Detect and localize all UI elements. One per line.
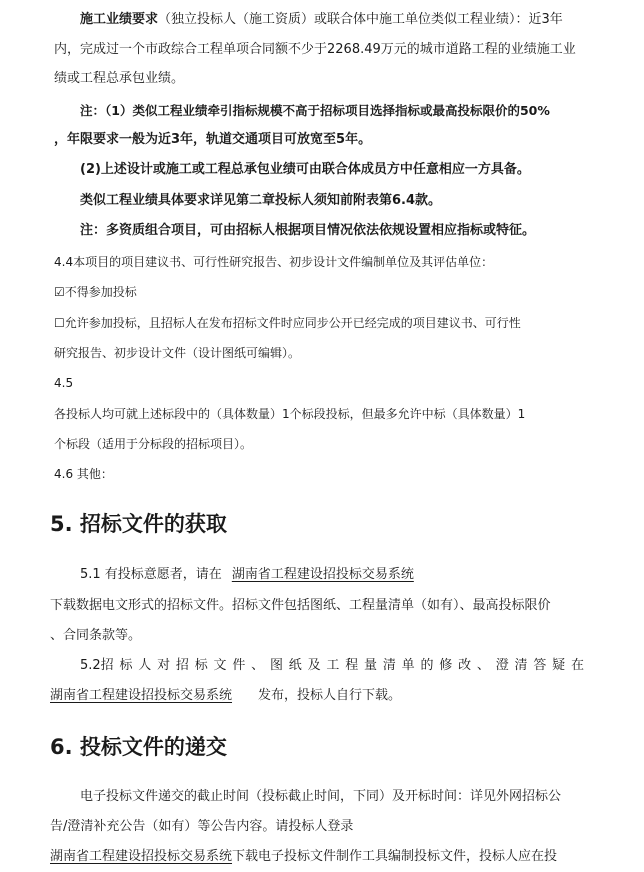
- clause-5-2-char: 答: [533, 658, 547, 673]
- clause-5-2-char: 、: [476, 658, 490, 673]
- clause-5-2-line-2: [50, 687, 401, 705]
- performance-requirement-text-1: （独立投标人（施工资质）或联合体中施工单位类似工程业绩）：近3年: [158, 12, 563, 27]
- clause-5-2-char: 工: [326, 658, 340, 673]
- note-3: 类似工程业绩具体要求详见第二章投标人须知前附表第6.4款。: [80, 193, 442, 208]
- clause-5-2-char: 程: [345, 658, 359, 673]
- clause-5-1-line-1: [80, 566, 414, 584]
- clause-5-2-char: 标: [119, 658, 133, 673]
- option-allowed-line-2: 研究报告、初步设计文件（设计图纸可编辑）。: [54, 346, 301, 360]
- note-4: 注：多资质组合项目，可由招标人根据项目情况依法依规设置相应指标或特征。: [80, 223, 536, 238]
- clause-4-5-line-2: 个标段（适用于分标段的招标项目）。: [54, 437, 253, 451]
- clause-5-2-line-1: [80, 657, 584, 675]
- clause-5-2-char: 澄: [495, 658, 509, 673]
- clause-5-2-char: 招: [175, 658, 189, 673]
- clause-4-4: 4.4本项目的项目建议书、可行性研究报告、初步设计文件编制单位及其评估单位：: [54, 255, 494, 269]
- section-6-heading: 6. 投标文件的递交: [50, 735, 227, 759]
- note-2: (2)上述设计或施工或工程总承包业绩可由联合体成员方中任意相应一方具备。: [80, 162, 530, 177]
- note-1-line-1: 注：（1）类似工程业绩牵引指标规模不高于招标项目选择指标或最高投标限价的50%: [80, 103, 550, 118]
- clause-5-2-char: 图: [269, 658, 283, 673]
- trading-system-link[interactable]: 湖南省工程建设招投标交易系统: [50, 688, 233, 703]
- option-allowed-line-1: ☐允许参加投标，且招标人在发布招标文件时应同步公开已经完成的项目建议书、可行性: [54, 316, 521, 330]
- clause-5-2-char: 人: [138, 658, 152, 673]
- clause-5-2-char: 清: [382, 658, 396, 673]
- clause-5-2-char: 修: [439, 658, 453, 673]
- trading-system-link[interactable]: 湖南省工程建设招投标交易系统: [231, 567, 414, 582]
- clause-5-2-char: 清: [514, 658, 528, 673]
- clause-5-1-line-3: 、合同条款等。: [50, 628, 142, 643]
- clause-5-2-char: 标: [194, 658, 208, 673]
- performance-requirement-line-1: [80, 11, 563, 29]
- note-1-line-2: ，年限要求一般为近3年，轨道交通项目可放宽至5年。: [54, 132, 372, 147]
- section-6-line-1: 电子投标文件递交的截止时间（投标截止时间，下同）及开标时间：详见外网招标公: [80, 789, 562, 804]
- clause-5-2-char: 单: [401, 658, 415, 673]
- clause-5-2-char: 、: [251, 658, 265, 673]
- performance-requirement-line-2: 内，完成过一个市政综合工程单项合同额不少于2268.49万元的城市道路工程的业绩施工业: [54, 42, 576, 57]
- clause-5-2-suffix: 发布，投标人自行下载。: [258, 688, 402, 703]
- clause-4-6: 4.6 其他：: [54, 467, 113, 481]
- section-5-heading: 5. 招标文件的获取: [50, 512, 227, 536]
- option-not-allowed: ☑不得参加投标: [54, 285, 137, 299]
- clause-5-2-char: 量: [364, 658, 378, 673]
- clause-4-5-line-1: 各投标人均可就上述标段中的（具体数量）1个标段投标，但最多允许中标（具体数量）1: [54, 407, 526, 421]
- clause-5-2-char: 改: [458, 658, 472, 673]
- clause-5-2-char: 纸: [288, 658, 302, 673]
- clause-5-1-prefix: 5.1 有投标意愿者，请在: [80, 567, 222, 582]
- performance-requirement-label: 施工业绩要求: [80, 12, 159, 27]
- clause-5-2-char: 疑: [552, 658, 566, 673]
- clause-5-2-char: 5.2招: [80, 658, 114, 673]
- clause-5-2-char: 及: [307, 658, 321, 673]
- clause-4-5-number: 4.5: [54, 376, 74, 390]
- clause-5-2-char: 的: [420, 658, 434, 673]
- clause-5-2-char: 对: [157, 658, 171, 673]
- section-6-line-3: [50, 848, 557, 866]
- clause-5-1-line-2: 下载数据电文形式的招标文件。招标文件包括图纸、工程量清单（如有）、最高投标限价: [50, 598, 551, 613]
- section-6-line-3-rest: 下载电子投标文件制作工具编制投标文件，投标人应在投: [232, 849, 558, 864]
- clause-5-2-char: 件: [232, 658, 246, 673]
- trading-system-link[interactable]: 湖南省工程建设招投标交易系统: [50, 849, 233, 864]
- clause-5-2-char: 在: [570, 658, 584, 673]
- section-6-line-2: 告/澄清补充公告（如有）等公告内容。请投标人登录: [50, 819, 354, 834]
- performance-requirement-line-3: 绩或工程总承包业绩。: [54, 71, 185, 86]
- clause-5-2-char: 文: [213, 658, 227, 673]
